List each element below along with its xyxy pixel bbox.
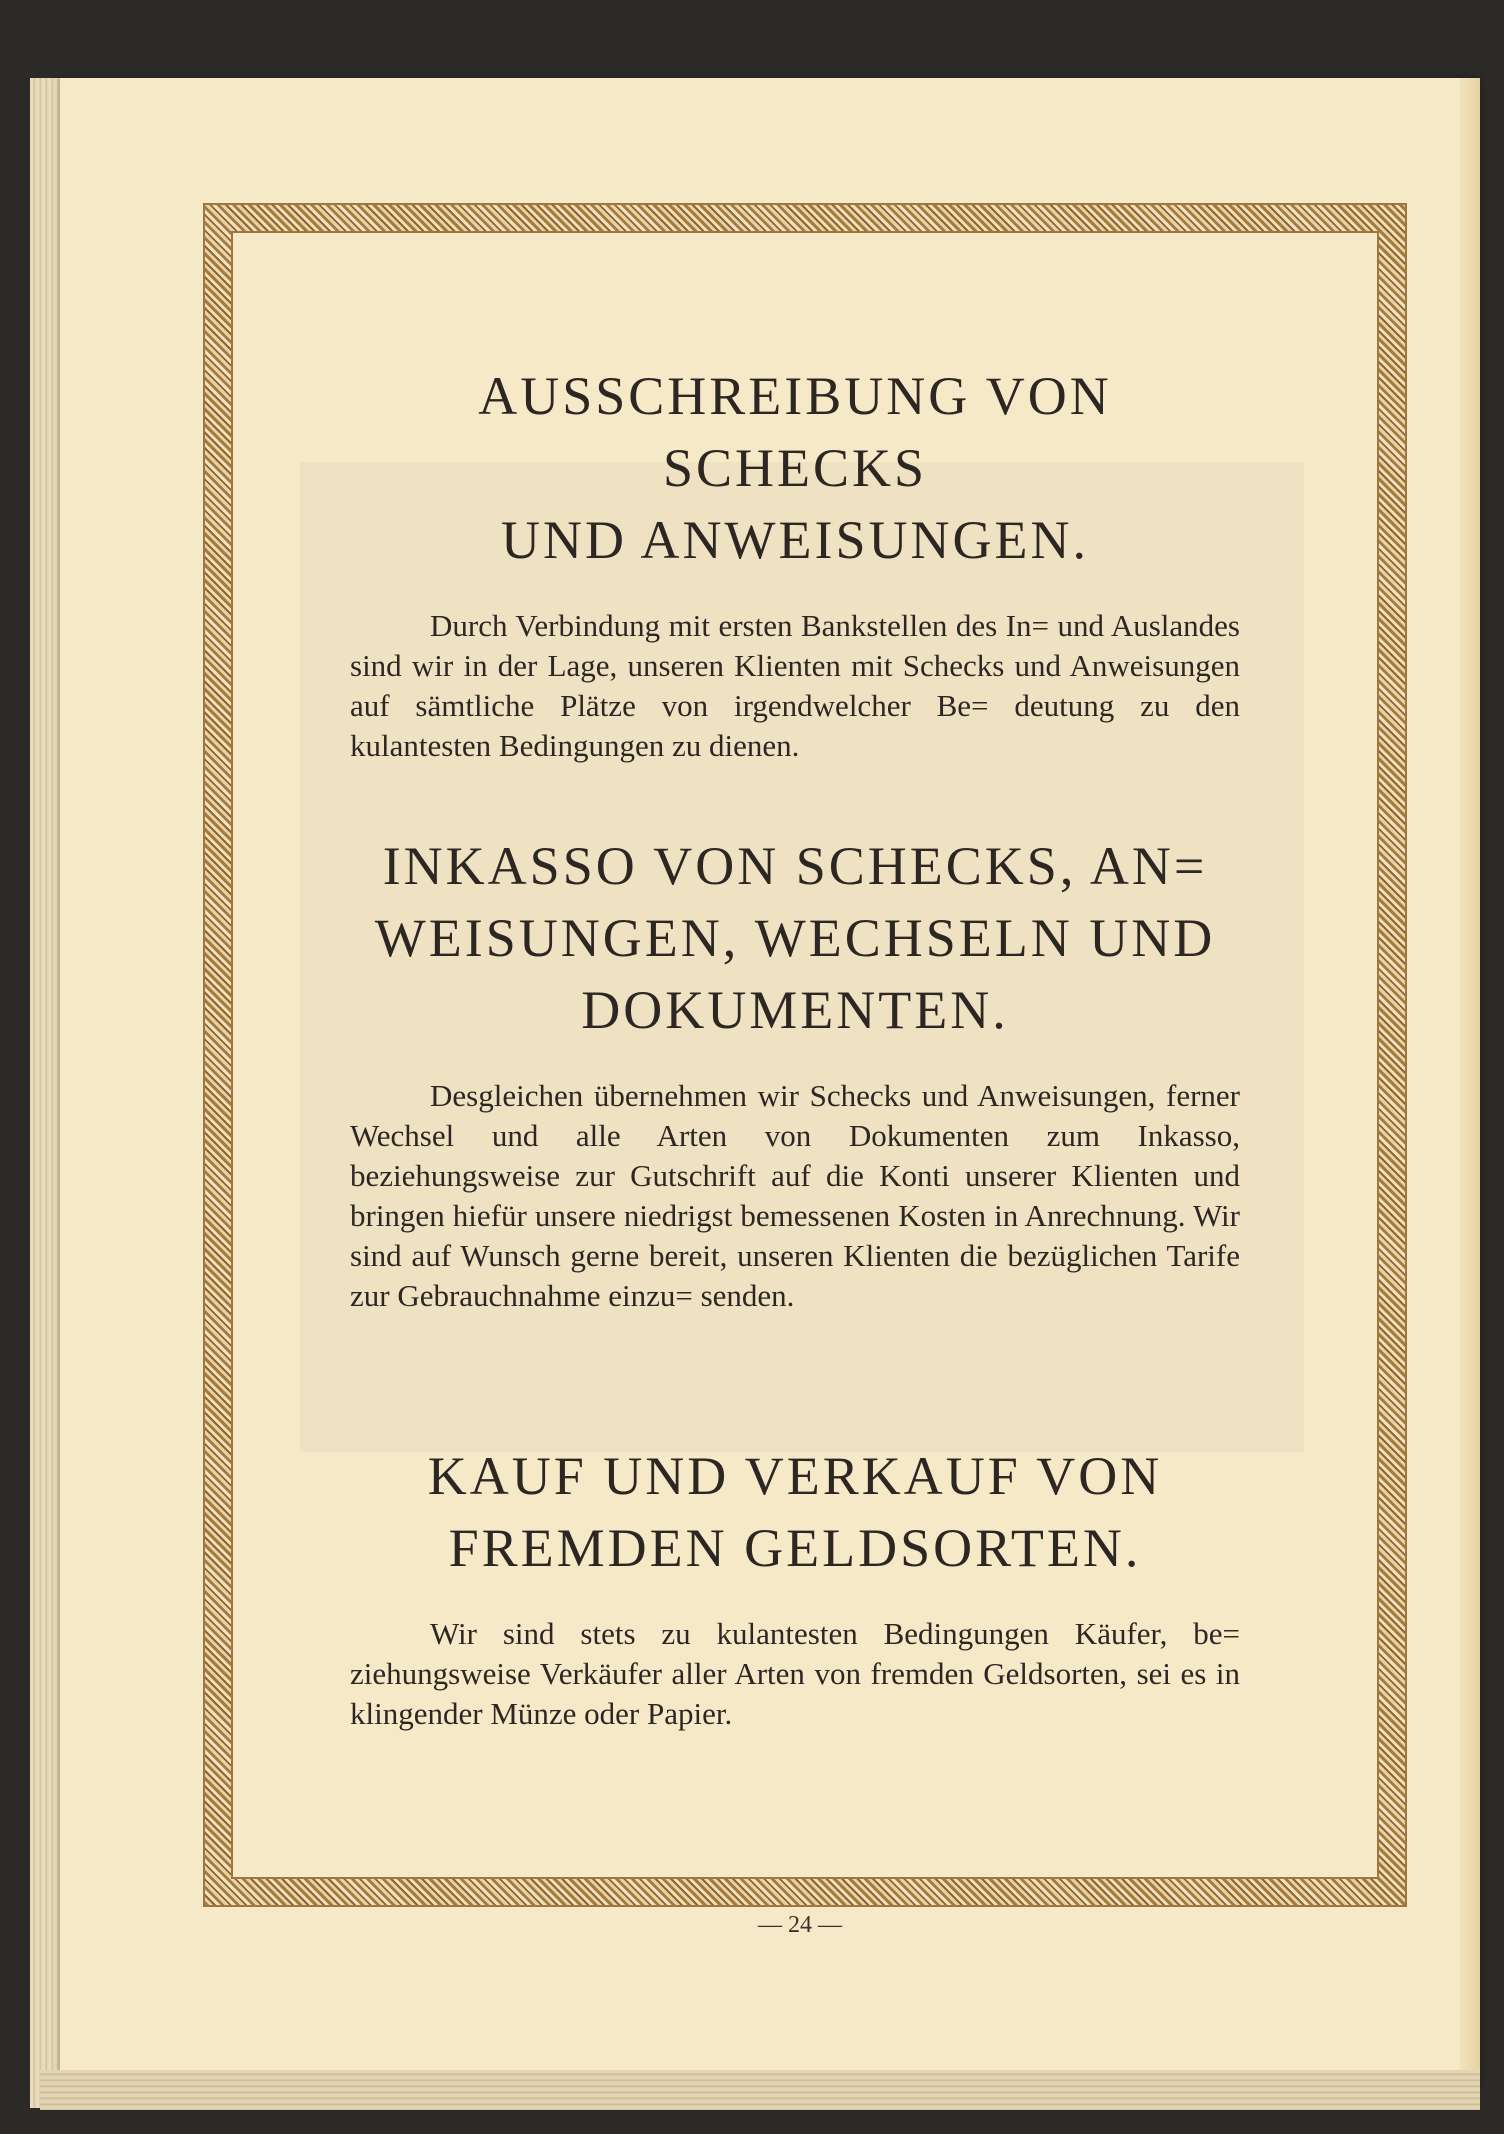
heading-line: AUSSCHREIBUNG VON SCHECKS: [478, 366, 1112, 498]
section-heading: [350, 360, 1240, 576]
page-right-edge: [1460, 78, 1480, 2088]
section-paragraph: Durch Verbindung mit ersten Bankstellen des In= und Auslandes sind wir in der Lage, unseren Klienten mit Schecks und Anweisungen auf sämtliche Plätze von irgendwelcher Be= deutung zu den kulantesten Bedingungen zu dienen.: [350, 608, 1240, 763]
section-paragraph: Desgleichen übernehmen wir Schecks und Anweisungen, ferner Wechsel und alle Arten von Dokumenten zum Inkasso, beziehungsweise zur Gutschrift auf die Konti unserer Klienten und bringen hiefür unsere niedrigst bemessenen Kosten in Anrechnung. Wir sind auf Wunsch gerne bereit, unseren Klienten die bezüglichen Tarife zur Gebrauchnahme einzu= senden.: [350, 1078, 1240, 1313]
section-inkasso: [350, 830, 1240, 1316]
heading-line: INKASSO VON SCHECKS, AN=: [382, 836, 1208, 896]
heading-line: WEISUNGEN, WECHSELN UND: [374, 908, 1216, 968]
heading-line: FREMDEN GELDSORTEN.: [448, 1518, 1142, 1578]
section-schecks-anweisungen: [350, 360, 1240, 766]
section-paragraph: Wir sind stets zu kulantesten Bedingungen Käufer, be= ziehungsweise Verkäufer aller Arten von fremden Geldsorten, sei es in klingender Münze oder Papier.: [350, 1616, 1240, 1731]
heading-line: UND ANWEISUNGEN.: [501, 510, 1089, 570]
stacked-page-bottom: [40, 2070, 1480, 2110]
heading-line: DOKUMENTEN.: [581, 980, 1009, 1040]
section-heading: [350, 1440, 1240, 1584]
heading-line: KAUF UND VERKAUF VON: [427, 1446, 1163, 1506]
section-heading: [350, 830, 1240, 1046]
page-number: — 24 —: [758, 1912, 842, 1938]
section-geldsorten: [350, 1440, 1240, 1734]
